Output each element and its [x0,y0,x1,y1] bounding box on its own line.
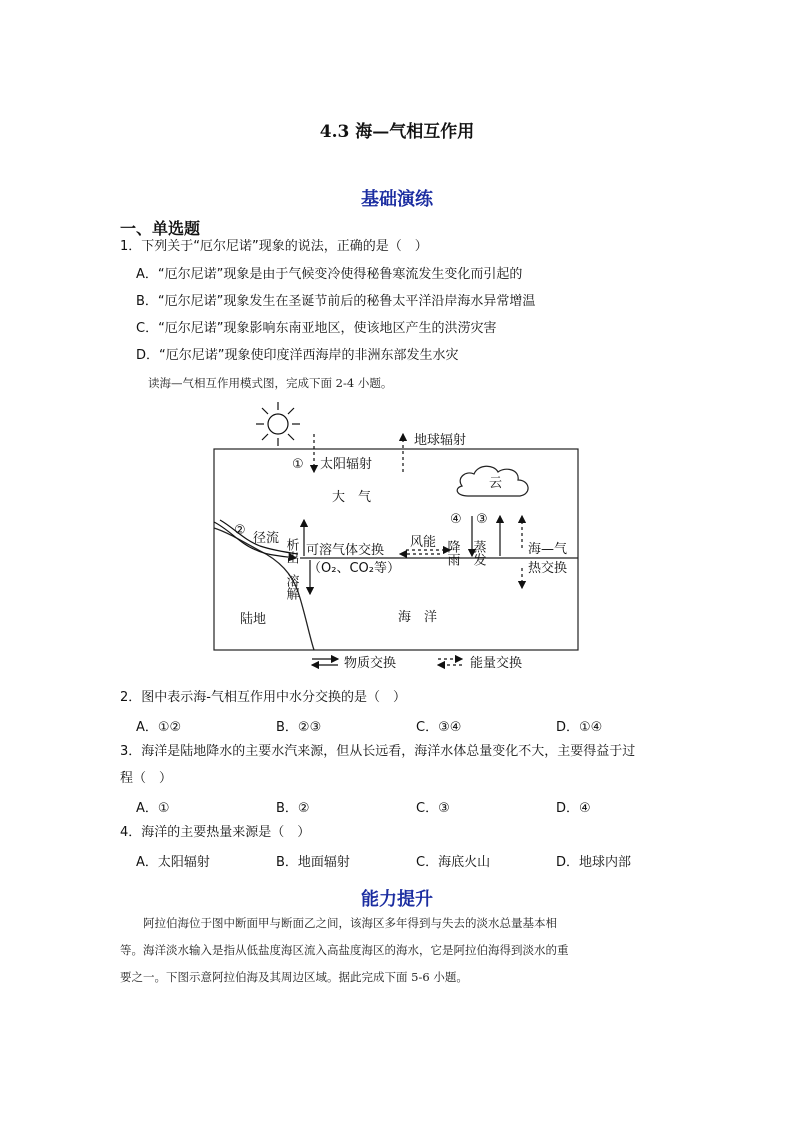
question-3-option-c: C．③ [416,801,450,816]
passage-line-2: 等。海洋淡水输入是指从低盐度海区流入高盐度海区的海水，它是阿拉伯海得到淡水的重 [120,943,569,957]
label-earth-radiation: 地球辐射 [414,433,467,448]
sun-icon [256,402,300,446]
question-4-stem: 4．海洋的主要热量来源是（ ） [120,825,311,840]
question-1-option-b: B．“厄尔尼诺”现象发生在圣诞节前后的秘鲁太平洋沿岸海水异常增温 [136,294,536,309]
question-4-option-b: B．地面辐射 [276,855,350,870]
part-heading: 一、单选题 [120,219,201,238]
question-3-option-d: D．④ [556,801,591,816]
section-heading-advanced: 能力提升 [361,889,433,910]
question-1-stem: 1．下列关于“厄尔尼诺”现象的说法，正确的是（ ） [120,239,428,254]
label-num-4: ④ [450,512,462,527]
question-3-options [136,797,696,816]
label-ocean: 海 洋 [398,610,438,625]
question-4-options [136,851,696,870]
label-land: 陆地 [240,612,267,627]
question-2-option-a: A．①② [136,720,182,735]
label-num-1: ① [292,457,304,472]
passage-line-1: 阿拉伯海位于图中断面甲与断面乙之间，该海区多年得到与失去的淡水总量基本相 [120,916,557,930]
label-precipitation: 降雨 [444,540,460,566]
label-evaporation: 蒸发 [470,540,486,566]
passage-paragraph [120,910,680,991]
coastline [214,528,314,650]
question-2-option-d: D．①④ [556,720,603,735]
label-gas-detail: （O₂、CO₂等） [308,561,400,576]
label-heat-1: 海—气 [528,542,568,557]
question-1-option-a: A．“厄尔尼诺”现象是由于气候变冷使得秘鲁寒流发生变化而引起的 [136,267,523,282]
question-3-option-b: B．② [276,801,310,816]
label-num-3: ③ [476,512,488,527]
question-3-stem-line-2: 程（ ） [120,771,173,786]
sea-air-interaction-diagram [200,398,600,678]
question-3-stem-line-1: 3．海洋是陆地降水的主要水汽来源，但从长远看，海洋水体总量变化不大，主要得益于过 [120,744,636,759]
question-2-stem: 2．图中表示海-气相互作用中水分交换的是（ ） [120,690,406,705]
passage-line-3: 要之一。下图示意阿拉伯海及其周边区域。据此完成下面 5-6 小题。 [120,970,468,984]
question-2-option-b: B．②③ [276,720,322,735]
label-runoff: 径流 [253,531,280,546]
label-heat-2: 热交换 [528,561,568,576]
question-2-options [136,716,696,735]
label-release: 析出 [283,538,299,564]
label-wind-energy: 风能 [410,535,437,550]
question-4-option-d: D．地球内部 [556,855,632,870]
label-cloud: 云 [489,476,503,491]
question-4-option-a: A．太阳辐射 [136,855,210,870]
label-dissolve: 溶解 [283,574,299,600]
page-title: 4.3 海—气相互作用 [319,122,475,142]
label-solar-radiation: 太阳辐射 [320,457,373,472]
diagram-intro: 读海—气相互作用模式图，完成下面 2-4 小题。 [148,376,393,390]
question-3-option-a: A．① [136,801,170,816]
label-num-2: ② [234,523,246,538]
question-1-option-d: D．“厄尔尼诺”现象使印度洋西海岸的非洲东部发生水灾 [136,348,459,363]
legend-material-exchange: 物质交换 [344,656,397,671]
label-gas-exchange: 可溶气体交换 [306,543,385,558]
question-1-option-c: C．“厄尔尼诺”现象影响东南亚地区，使该地区产生的洪涝灾害 [136,321,497,336]
question-2-option-c: C．③④ [416,720,462,735]
section-heading-basic: 基础演练 [361,189,433,210]
legend-energy-exchange: 能量交换 [470,656,523,671]
diagram-frame [214,449,578,650]
label-atmosphere: 大 气 [332,490,372,505]
question-4-option-c: C．海底火山 [416,855,491,870]
